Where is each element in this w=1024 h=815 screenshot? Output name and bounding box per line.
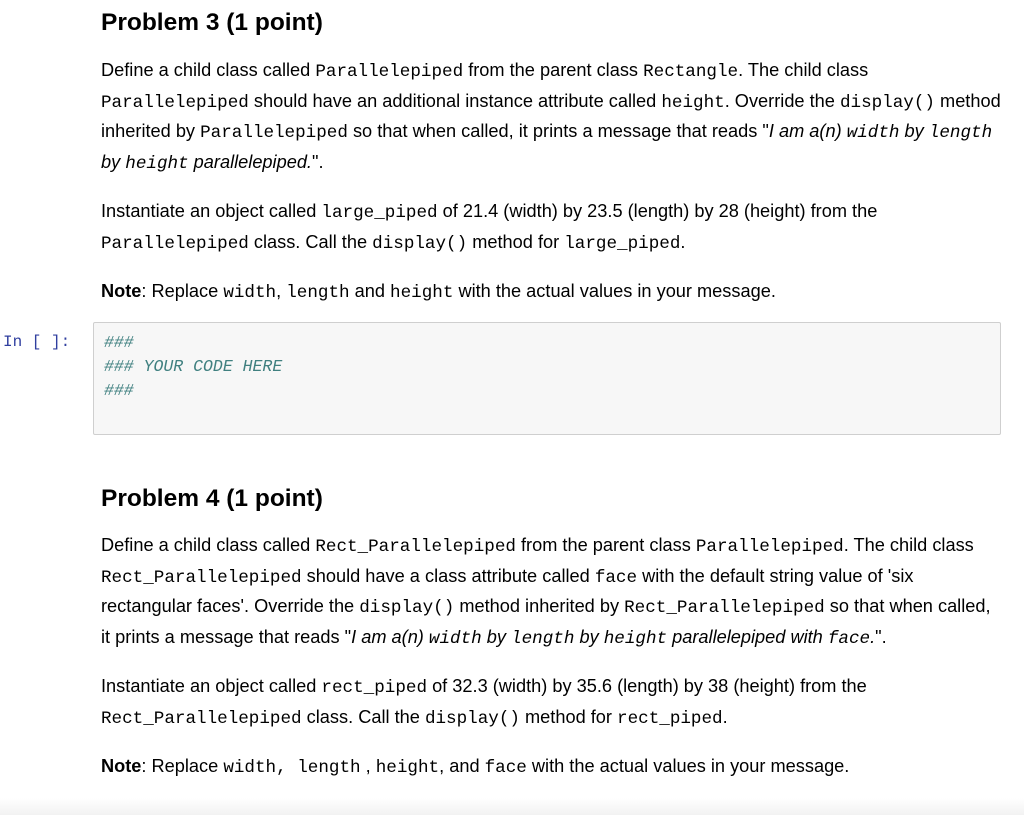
problem4-note bbox=[101, 752, 1001, 783]
text: method inherited by bbox=[101, 90, 1001, 141]
text: so that when called, it prints a message that reads " bbox=[101, 596, 991, 647]
code-text: width, length bbox=[223, 758, 361, 778]
problem4-title: Problem 4 (1 point) bbox=[101, 485, 323, 512]
code-text: width bbox=[428, 628, 482, 649]
text: should have an additional instance attribute called bbox=[248, 90, 662, 111]
text: . The child class bbox=[843, 535, 974, 555]
code-text: height bbox=[390, 283, 454, 303]
code-text: Parallelepiped bbox=[101, 92, 249, 113]
cell-prompt: In [ ]: bbox=[3, 333, 71, 351]
code-text: rect_piped bbox=[617, 708, 723, 729]
text: , and bbox=[439, 756, 485, 776]
text: : Replace bbox=[141, 281, 224, 301]
text: I am a(n) bbox=[768, 121, 847, 141]
code-comment-line: ### bbox=[104, 333, 134, 352]
code-text: Rectangle bbox=[643, 62, 739, 82]
text: with the actual values in your message. bbox=[526, 756, 850, 776]
code-text: Parallelepiped bbox=[315, 62, 464, 82]
code-text: Rect_Parallelepiped bbox=[624, 598, 825, 618]
code-text: display() bbox=[372, 233, 468, 254]
problem3-instructions bbox=[101, 197, 1001, 258]
text: by bbox=[899, 121, 929, 141]
text: Instantiate an object called bbox=[101, 676, 322, 696]
text: so that when called, it prints a message that reads " bbox=[347, 121, 769, 141]
text: parallelepiped with bbox=[667, 626, 828, 647]
code-text: large_piped bbox=[564, 233, 681, 254]
text: . The child class bbox=[738, 60, 869, 80]
code-text: rect_piped bbox=[321, 678, 428, 698]
text: method inherited by bbox=[454, 596, 625, 616]
problem3-markdown-cell bbox=[101, 8, 1001, 308]
code-text: Parallelepiped bbox=[695, 537, 844, 557]
text: with the actual values in your message. bbox=[453, 281, 776, 301]
code-text: height bbox=[661, 92, 725, 113]
text: class. Call the bbox=[301, 706, 425, 727]
text: from the parent class bbox=[463, 60, 644, 80]
text: by bbox=[101, 151, 126, 172]
text: with the default string value of 'six rectangular faces'. Override the bbox=[101, 565, 914, 616]
code-text: large_piped bbox=[321, 203, 438, 223]
bottom-scroll-shadow bbox=[0, 798, 1024, 815]
code-text: display() bbox=[359, 598, 455, 618]
text: I am a(n) bbox=[351, 626, 429, 647]
code-text: face bbox=[484, 758, 527, 778]
code-text: height bbox=[125, 153, 189, 174]
code-text: face bbox=[827, 628, 871, 649]
code-text: width bbox=[846, 123, 900, 143]
message-template bbox=[351, 627, 875, 647]
text: . bbox=[680, 231, 686, 252]
note-label: Note bbox=[101, 756, 142, 776]
code-cell-editor[interactable] bbox=[93, 322, 1001, 435]
code-text: Rect_Parallelepiped bbox=[101, 708, 302, 729]
text: parallelepiped. bbox=[188, 151, 312, 172]
code-comment-line: ### YOUR CODE HERE bbox=[104, 357, 283, 376]
text: ". bbox=[875, 626, 887, 647]
code-text: display() bbox=[424, 708, 520, 729]
code-text: Parallelepiped bbox=[200, 123, 348, 143]
code-text: length bbox=[511, 628, 575, 649]
text: . Override the bbox=[724, 90, 840, 111]
text: Define a child class called bbox=[101, 535, 316, 555]
note-label: Note bbox=[101, 281, 142, 301]
code-text: height bbox=[375, 758, 440, 778]
text: . bbox=[870, 626, 876, 647]
problem3-note bbox=[101, 277, 1001, 308]
code-text: height bbox=[603, 628, 668, 649]
code-text: display() bbox=[839, 92, 935, 113]
text: class. Call the bbox=[248, 231, 373, 252]
text: Instantiate an object called bbox=[101, 201, 322, 221]
text: method for bbox=[467, 231, 565, 252]
text: , bbox=[360, 756, 376, 776]
text: of 21.4 (width) by 23.5 (length) by 28 (height) from the bbox=[437, 201, 878, 221]
text: should have a class attribute called bbox=[301, 565, 595, 586]
problem3-title: Problem 3 (1 point) bbox=[101, 9, 323, 36]
text: ". bbox=[312, 151, 324, 172]
text: and bbox=[349, 281, 391, 301]
code-text: Parallelepiped bbox=[101, 233, 249, 254]
text: by bbox=[481, 626, 512, 647]
text: . bbox=[722, 706, 728, 727]
problem3-description bbox=[101, 56, 1001, 178]
code-text: length bbox=[286, 283, 350, 303]
text: , bbox=[276, 281, 287, 301]
text: from the parent class bbox=[515, 535, 696, 555]
problem4-instructions bbox=[101, 672, 1001, 733]
problem4-markdown-cell bbox=[101, 484, 1001, 783]
text: method for bbox=[519, 706, 618, 727]
code-comment-line: ### bbox=[104, 381, 134, 400]
text: Define a child class called bbox=[101, 60, 316, 80]
code-text: Rect_Parallelepiped bbox=[101, 567, 302, 588]
code-text: Rect_Parallelepiped bbox=[315, 537, 516, 557]
code-text: length bbox=[928, 123, 993, 143]
problem4-description bbox=[101, 531, 1001, 653]
text: : Replace bbox=[141, 756, 224, 776]
text: of 32.3 (width) by 35.6 (length) by 38 (height) from the bbox=[427, 676, 867, 696]
code-text: face bbox=[594, 567, 638, 588]
text: by bbox=[574, 626, 604, 647]
code-text: width bbox=[223, 283, 277, 303]
